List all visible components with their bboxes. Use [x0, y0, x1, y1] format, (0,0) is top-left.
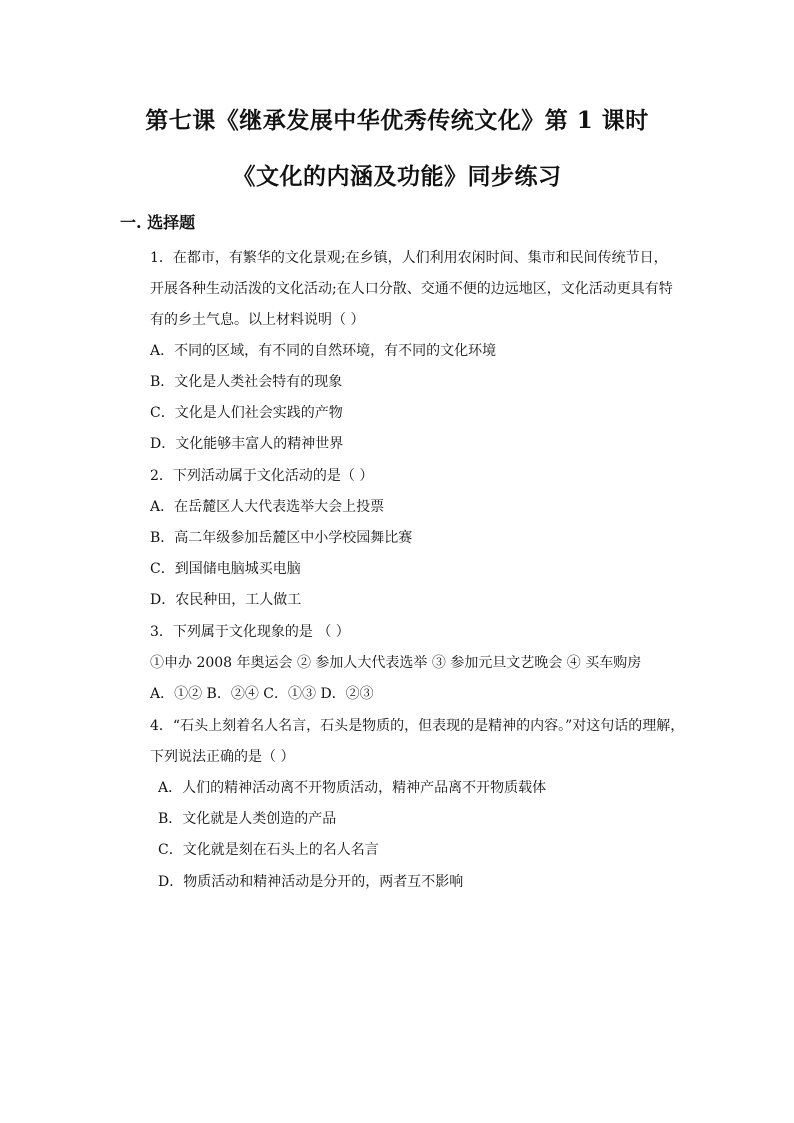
question-3-stem: 3．下列属于文化现象的是 （ ）: [150, 624, 350, 640]
question-2-option-b: B．高二年级参加岳麓区中小学校园舞比赛: [150, 530, 413, 546]
question-2-stem: 2．下列活动属于文化活动的是（ ）: [150, 468, 374, 484]
question-1-stem-line-1: 1．在都市，有繁华的文化景观;在乡镇，人们利用农闲时间、集市和民间传统节日，: [150, 250, 668, 266]
question-1-option-b: B．文化是人类社会特有的现象: [150, 374, 343, 390]
question-4-option-c: C．文化就是刻在石头上的名人名言: [158, 842, 379, 858]
question-4-stem-line-2: 下列说法正确的是（ ）: [150, 749, 295, 765]
document-title-line-2: 《文化的内涵及功能》同步练习: [232, 163, 562, 190]
section-heading: 一. 选择题: [120, 213, 196, 232]
question-2-option-c: C．到国储电脑城买电脑: [150, 561, 301, 577]
question-4-option-b: B．文化就是人类创造的产品: [158, 811, 337, 827]
question-3-options-inline: A．①② B．②④ C．①③ D．②③: [150, 686, 374, 702]
question-3-choices-list: ①申办 2008 年奥运会 ② 参加人大代表选举 ③ 参加元旦文艺晚会 ④ 买车购房: [150, 655, 642, 671]
question-2-option-d: D．农民种田，工人做工: [150, 592, 302, 608]
question-1-option-d: D．文化能够丰富人的精神世界: [150, 436, 344, 452]
question-2-option-a: A．在岳麓区人大代表选举大会上投票: [150, 499, 385, 515]
question-4-option-d: D．物质活动和精神活动是分开的，两者互不影响: [158, 874, 464, 890]
question-4-option-a: A．人们的精神活动离不开物质活动，精神产品离不开物质载体: [158, 780, 547, 796]
question-1-option-c: C．文化是人们社会实践的产物: [150, 405, 343, 421]
question-1-stem-line-2: 开展各种生动活泼的文化活动;在人口分散、交通不便的边远地区，文化活动更具有特: [150, 281, 673, 297]
question-1-stem-line-3: 有的乡土气息。以上材料说明（ ）: [150, 312, 365, 328]
document-title-line-1: 第七课《继承发展中华优秀传统文化》第 1 课时: [145, 107, 649, 134]
question-1-option-a: A．不同的区域，有不同的自然环境，有不同的文化环境: [150, 343, 497, 359]
question-4-stem-line-1: 4．“石头上刻着名人名言，石头是物质的，但表现的是精神的内容。”对这句话的理解，: [150, 718, 685, 734]
